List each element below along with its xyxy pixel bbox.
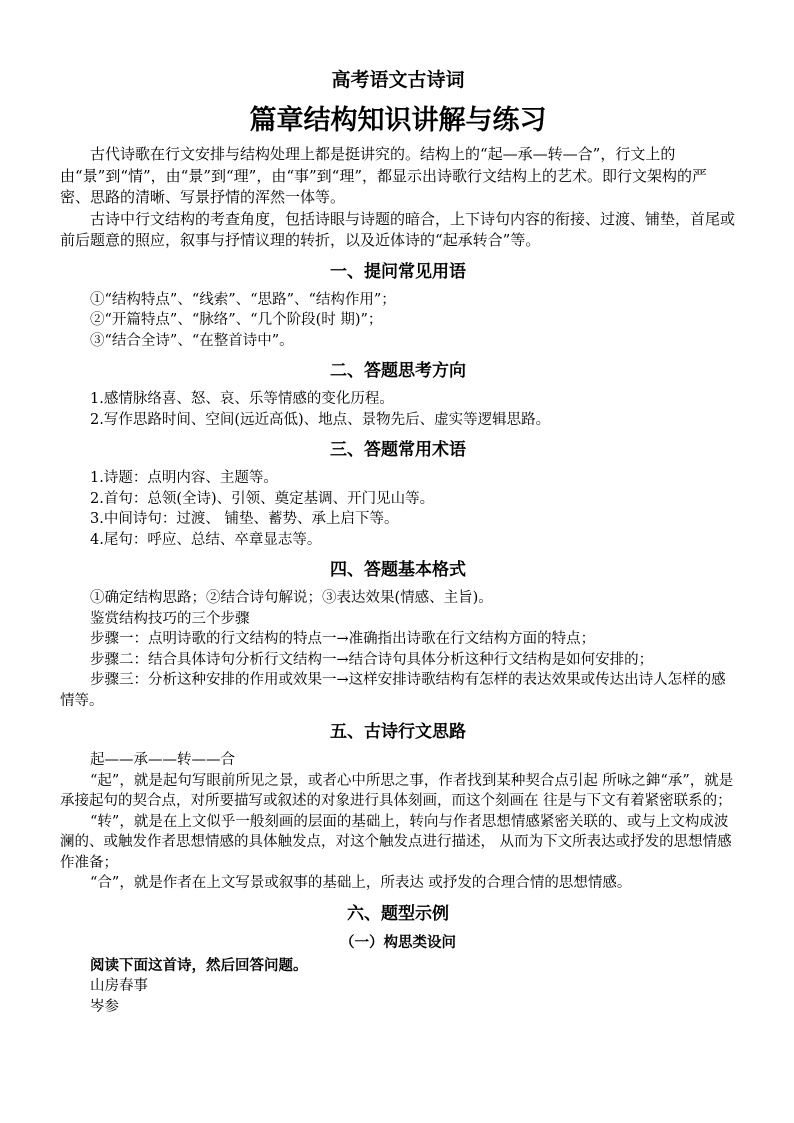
poem-title: 山房春事 xyxy=(90,978,148,994)
section-5-item: 起——承——转——合 xyxy=(90,752,235,768)
section-3-item: 2.首句：总领(全诗)、引领、奠定基调、开门见山等。 xyxy=(90,490,435,507)
section-3-item: 3.中间诗句：过渡、 铺垫、蓄势、承上启下等。 xyxy=(90,511,399,527)
section-2-item: 2.写作思路时间、空间(远近高低)、地点、景物先后、虚实等逻辑思路。 xyxy=(90,411,551,428)
section-1-heading: 一、提问常见用语 xyxy=(330,261,466,282)
question-instruction: 阅读下面这首诗，然后回答问题。 xyxy=(90,956,308,974)
section-2-heading: 二、答题思考方向 xyxy=(330,361,466,381)
section-5-item: “合”，就是作者在上文写景或叙事的基础上，所表达 或抒发的合理合情的思想情感。 xyxy=(90,875,632,891)
section-3-item: 1.诗题：点明内容、主题等。 xyxy=(90,470,278,486)
document-title: 高考语文古诗词 xyxy=(331,69,465,91)
section-1-item: ②“开篇特点”、“脉络”、“几个阶段(时 期)”； xyxy=(90,312,383,328)
section-5-heading: 五、古诗行文思路 xyxy=(330,722,466,742)
section-4-item: ①确定结构思路；②结合诗句解说；③表达效果(情感、主旨)。 xyxy=(90,590,493,606)
section-4-item: 步骤二：结合具体诗句分析行文结构一→结合诗句具体分析这种行文结构是如何安排的； xyxy=(90,651,654,668)
poem-author: 岑参 xyxy=(90,998,119,1015)
section-5-item: “转”，就是在上文似乎一般刻画的层面的基础上，转向与作者思想情感紧密关联的、或与上文构成波澜的、或触发作者思想情感的具体触发点，对这个触发点进行描述， 从而为下文所表达或抒发的思想情感作准备； xyxy=(60,813,732,871)
section-5-item: “起”，就是起句写眼前所见之景，或者心中所思之事，作者找到某种契合点引起 所咏之鋛“承”，就是承接起句的契合点，对所要描写或叙述的对象进行具体刻画，而这个刻画在 往是与下文有着紧密联系的； xyxy=(60,772,734,809)
section-3-item: 4.尾句：呼应、总结、卒章显志等。 xyxy=(90,531,322,548)
document-page xyxy=(60,66,736,1017)
section-4-item: 步骤一：点明诗歌的行文结构的特点一→准确指出诗歌在行文结构方面的特点； xyxy=(90,631,596,647)
section-4-item: 步骤三：分析这种安排的作用或效果一→这样安排诗歌结构有怎样的表达效果或传达出诗人怎样的感情等。 xyxy=(60,672,726,709)
section-2-item: 1.感情脉络喜、怒、哀、乐等情感的变化历程。 xyxy=(90,391,394,407)
section-4-item: 鉴赏结构技巧的三个步骤 xyxy=(90,610,250,627)
intro-paragraph-2: 古诗中行文结构的考查角度，包括诗眼与诗题的暗合，上下诗句内容的衔接、过渡、铺垫，首尾或前后题意的照应，叙事与抒情议理的转折，以及近体诗的“起承转合”等。 xyxy=(60,209,736,249)
section-3-heading: 三、答题常用术语 xyxy=(330,440,466,460)
section-1-item: ③“结合全诗”、“在整首诗中”。 xyxy=(90,332,294,349)
document-subtitle: 篇章结构知识讲解与练习 xyxy=(249,105,547,136)
section-6-subheading: （一）构思类设问 xyxy=(340,933,456,951)
section-6-heading: 六、题型示例 xyxy=(347,903,449,924)
intro-paragraph-1: 古代诗歌在行文安排与结构处理上都是挺讲究的。结构上的“起—承—转—合”，行文上的由“景”到“情”，由“景”到“理”，由“事”到“理”，都显示出诗歌行文结构上的艺术。即行文架构的严密、思路的清晰、写景抒情的浑然一体等。 xyxy=(60,145,708,206)
section-1-item: ①“结构特点”、“线索”、“思路”、“结构作用”； xyxy=(90,291,396,308)
section-4-heading: 四、答题基本格式 xyxy=(330,560,466,580)
